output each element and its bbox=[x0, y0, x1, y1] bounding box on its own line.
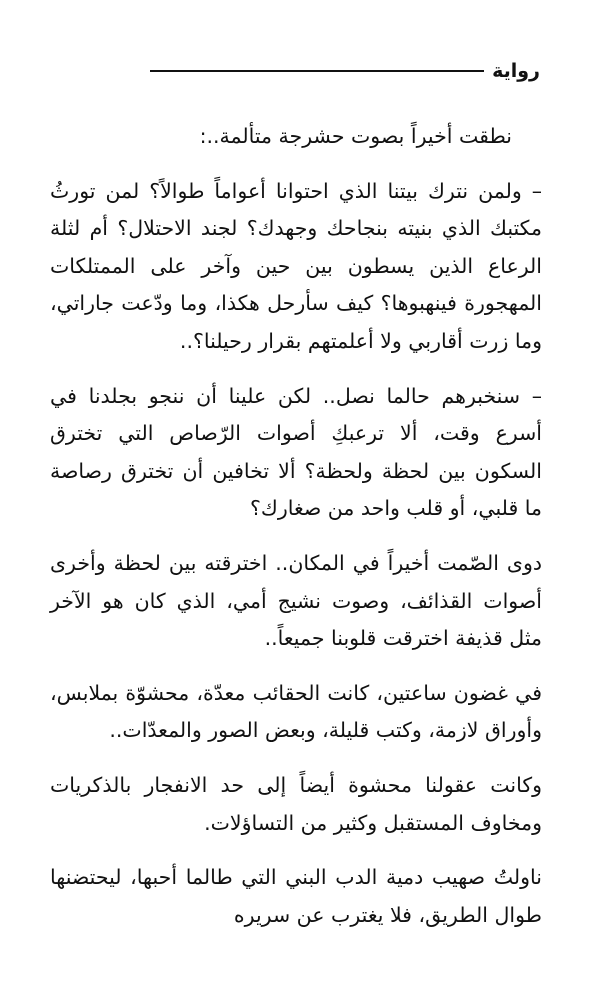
header-rule bbox=[150, 70, 484, 72]
paragraph: في غضون ساعتين، كانت الحقائب معدّة، محشوّة بملابس، وأوراق لازمة، وكتب قليلة، وبعض الصور والمعدّات.. bbox=[50, 680, 542, 743]
paragraph: وكانت عقولنا محشوة أيضاً إلى حد الانفجار بالذكريات ومخاوف المستقبل وكثير من التساؤلات. bbox=[50, 772, 542, 835]
paragraph: ناولتُ صهيب دمية الدب البني التي طالما أحبها، ليحتضنها طوال الطريق، فلا يغترب عن سريره bbox=[50, 865, 542, 927]
paragraph: – سنخبرهم حالما نصل.. لكن علينا أن ننجو بجلدنا في أسرع وقت، ألا ترعبكِ أصوات الرّصاص التي تخترق السكون بين لحظة ولحظة؟ ألا تخافين أن تخترق رصاصة ما قلبي، أو قلب واحد من صغارك؟ bbox=[50, 383, 542, 521]
paragraph: دوى الصّمت أخيراً في المكان.. اخترقته بين لحظة وأخرى أصوات القذائف، وصوت نشيج أمي، الذي كان هو الآخر مثل قذيفة اخترقت قلوبنا جميعاً.. bbox=[50, 550, 542, 651]
body-text bbox=[50, 118, 542, 951]
paragraph: نطقت أخيراً بصوت حشرجة متألمة..: bbox=[199, 124, 512, 148]
page-header bbox=[150, 58, 540, 84]
paragraph: – ولمن نترك بيتنا الذي احتوانا أعواماً طوالاً؟ لمن تورثُ مكتبك الذي بنيته بنجاحك وجهدك؟ لجند الاحتلال؟ أم لثلة الرعاع الذين يسطون بين حين وآخر على الممتلكات المهجورة فينهبوها؟ كيف سأرحل هكذا، وما ودّعت جاراتي، وما زرت أقاربي ولا أعلمتهم بقرار رحيلنا؟.. bbox=[50, 178, 542, 353]
section-label: رواية bbox=[492, 60, 540, 82]
